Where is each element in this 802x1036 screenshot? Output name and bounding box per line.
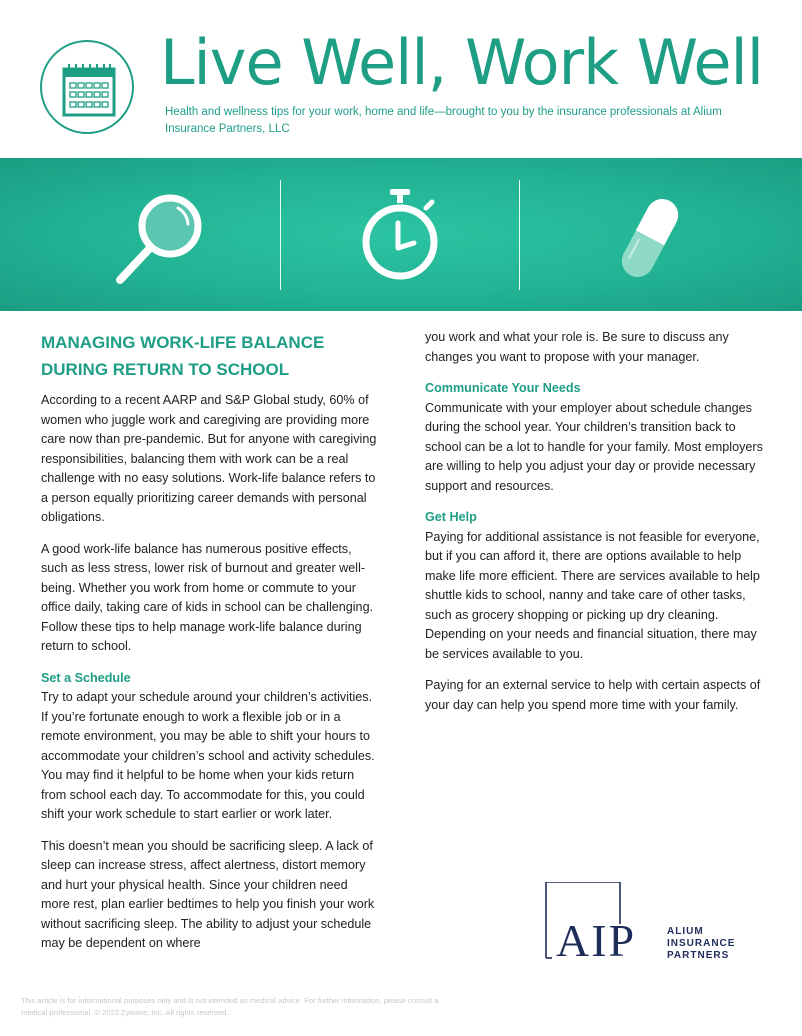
subtitle: Health and wellness tips for your work, home and life—brought to you by the insurance professionals at Alium Insurance Partners, LLC xyxy=(165,106,722,135)
brand-line: INSURANCE xyxy=(667,938,736,949)
paragraph: Paying for an external service to help with certain aspects of your day can help you spend more time with your family. xyxy=(425,678,761,712)
page-title: Live Well, Work Well xyxy=(160,26,763,99)
stopwatch-icon xyxy=(356,186,446,281)
brand-line: PARTNERS xyxy=(667,950,730,961)
paragraph: According to a recent AARP and S&P Global study, 60% of women who juggle work and caregiving are providing more care now than pre-pandemic. But for anyone with caregiving responsibilities, balancing them with work can be a real challenge with no easy solutions. Work-life balance refers to a person equally prioritizing career demands with personal obligations. xyxy=(41,393,377,524)
aip-mark: AIP xyxy=(556,915,637,966)
aip-logo xyxy=(542,882,736,967)
brand-line: ALIUM xyxy=(667,926,704,937)
calendar-icon xyxy=(62,61,116,119)
section-heading-communicate: Communicate Your Needs xyxy=(425,381,581,395)
paragraph: A good work-life balance has numerous positive effects, such as less stress, lower risk of burnout and greater well-being. Whether you work from home or commute to your office daily, taking care of kids in school can be challenging. Follow these tips to help manage work-life balance during return to school. xyxy=(41,541,374,653)
paragraph: you work and what your role is. Be sure to discuss any changes you want to propose with your manager. xyxy=(425,330,729,364)
calendar-logo xyxy=(40,40,134,134)
section-heading-set-a-schedule: Set a Schedule xyxy=(41,670,131,685)
article-left-column xyxy=(41,329,377,966)
disclaimer: This article is for informational purposes only and is not intended as medical advice. For further information, please consult a medical professional. © 2022 Zywave, Inc. All rights reserved. xyxy=(21,996,439,1017)
section-heading-get-help: Get Help xyxy=(425,510,477,524)
paragraph: Communicate with your employer about schedule changes during the school year. Your children’s transition back to school can be a lot to handle for your family. Most employers are willing to help you adjust your day or provide necessary support and resources. xyxy=(425,400,763,493)
magnifying-glass-icon xyxy=(110,188,210,288)
pill-capsule-icon xyxy=(610,192,690,284)
paragraph: Try to adapt your schedule around your children’s activities. If you’re fortunate enough to work a flexible job or in a remote environment, you may be able to shift your hours to accommodate your children’s school and activity schedules. You may find it helpful to be home when your kids return from school each day. To accommodate for this, you could shift your work schedule to start earlier or work later. xyxy=(41,690,375,821)
paragraph: Paying for additional assistance is not feasible for everyone, but if you can afford it, there are options available to help make life more efficient. There are services available to help shuttle kids to school, nanny and take care of other tasks, such as grocery shopping or picking up dry cleaning. Depending on your needs and financial situation, there may be services available to you. xyxy=(425,529,760,661)
paragraph: This doesn’t mean you should be sacrificing sleep. A lack of sleep can increase stress, affect alertness, distort memory and hurt your physical health. Since your children need more rest, plan earlier bedtimes to help you finish your work without sacrificing sleep. The ability to adjust your schedule may be dependent on where xyxy=(41,838,375,950)
article-right-column xyxy=(425,328,765,727)
banner-divider xyxy=(280,180,281,290)
article-title: MANAGING WORK-LIFE BALANCE DURING RETURN TO SCHOOL xyxy=(41,333,325,379)
banner-divider xyxy=(519,180,520,290)
icon-banner xyxy=(0,158,802,311)
